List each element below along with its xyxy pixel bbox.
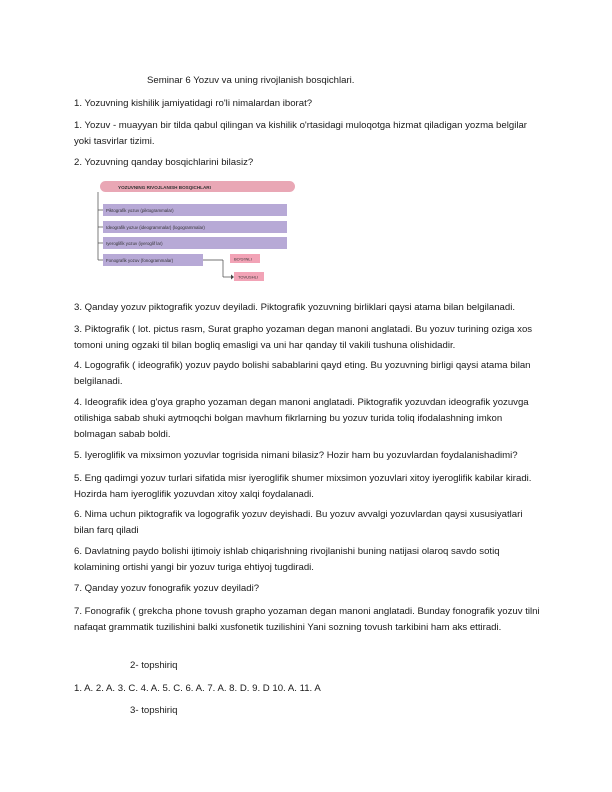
answer-4: 4. Ideografik idea g'oya grapho yozaman degan manoni anglatadi. Piktografik yozuvdan ideografik yozuvga otilishiga sabab shuki aytmoqchi bolgan mavhum fikrlarning bu yozuv turida toliq ifodalashning imkon bolmagan sabab boldi.	[74, 397, 529, 440]
diagram-title: YOZUVNING RIVOJLANISH BOSQICHLARI	[118, 185, 211, 190]
answer-3: 3. Piktografik ( lot. pictus rasm, Surat grapho yozaman degan manoni anglatadi. Bu yozuv turining oziga xos tomoni uning ogzaki til bilan bogliq emasligi va uni har qanday til vakili tushuna olishidadir.	[74, 324, 533, 351]
sub-label-phonetic: TOVUSHLI	[238, 274, 258, 280]
question-5: 5. Iyeroglifik va mixsimon yozuvlar togrisida nimani bilasiz? Hozir ham bu yozuvlardan foydalanishadimi?	[74, 450, 518, 461]
question-6: 6. Nima uchun piktografik va logografik yozuv deyishadi. Bu yozuv avvalgi yozuvlardan qaysi xususiyatlari bilan farq qiladi	[74, 509, 523, 536]
sub-label-syllabic: BO'G'INLI	[234, 256, 252, 262]
task-2-heading: 2- topshiriq	[130, 660, 178, 671]
stage-label-4: Fonografik yozuv (fonogrammalar)	[106, 258, 174, 263]
answer-5: 5. Eng qadimgi yozuv turlari sifatida misr iyeroglifik shumer mixsimon yozuvlari xitoy iyeroglifik kabilar kiradi. Hozirda ham iyeroglifik yozuvdan xitoy xalqi foydalanadi.	[74, 473, 532, 500]
question-4: 4. Logografik ( ideografik) yozuv paydo bolishi sabablarini qayd eting. Bu yozuvning birligi qaysi atama bilan belgilanadi.	[74, 360, 531, 387]
arrow-icon	[231, 275, 234, 280]
stage-label-2: Ideografik yozuv (ideogrammalar) (logogrammalar)	[106, 225, 205, 230]
writing-stages-diagram	[90, 181, 300, 286]
stage-label-1: Piktografik yozuv (piktogrammalar)	[106, 208, 174, 213]
question-1: 1. Yozuvning kishilik jamiyatidagi ro'li nimalardan iborat?	[74, 98, 313, 109]
page-title: Seminar 6 Yozuv va uning rivojlanish bosqichlari.	[147, 75, 355, 86]
task-2-answers: 1. A. 2. A. 3. C. 4. A. 5. C. 6. A. 7. A. 8. D. 9. D 10. A. 11. A	[74, 683, 321, 694]
answer-6: 6. Davlatning paydo bolishi ijtimoiy ishlab chiqarishning rivojlanishi buning natijasi olaroq savdo sotiq kolamining ortishi yangi bir yozuv turiga ehtiyoj tugdiradi.	[74, 546, 500, 573]
answer-1: 1. Yozuv - muayyan bir tilda qabul qilingan va kishilik o'rtasidagi muloqotga hizmat qiladigan yozma belgilar yoki tasvirlar tizimi.	[74, 120, 527, 147]
question-2: 2. Yozuvning qanday bosqichlarini bilasiz?	[74, 157, 254, 168]
stage-label-3: Iyeroglifik yozuv (iyeroglif lar)	[106, 241, 163, 246]
task-3-heading: 3- topshiriq	[130, 705, 178, 716]
question-3: 3. Qanday yozuv piktografik yozuv deyiladi. Piktografik yozuvning birliklari qaysi atama bilan belgilanadi.	[74, 302, 516, 313]
question-7: 7. Qanday yozuv fonografik yozuv deyiladi?	[74, 583, 260, 594]
answer-7: 7. Fonografik ( grekcha phone tovush grapho yozaman degan manoni anglatadi. Bunday fonografik yozuv tilni nafaqat grammatik tuzilishini balki xusfonetik tuzilishini Yani sozning tovush tarkibini ham aks ettiradi.	[74, 606, 540, 633]
